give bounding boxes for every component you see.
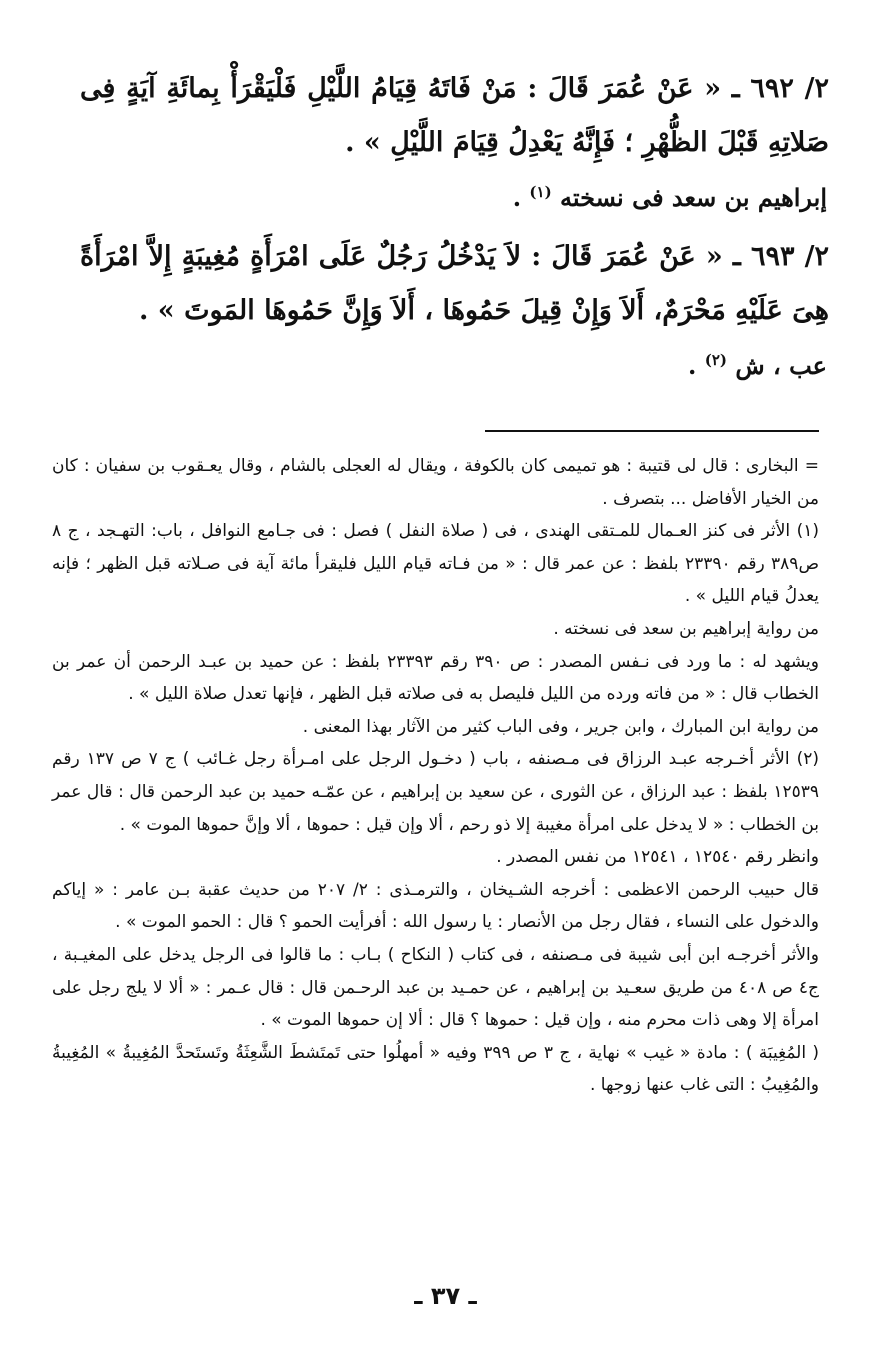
source-line-693 [80, 348, 829, 384]
footnote-2-see-also: وانظر رقم ١٢٥٤٠ ، ١٢٥٤١ من نفس المصدر . [496, 847, 819, 868]
source-line-692 [80, 180, 829, 216]
footnote-1-other-sources: من رواية ابن المبارك ، وابن جرير ، وفى الباب كثير من الآثار بهذا المعنى . [302, 716, 819, 737]
footnote-1-source: من رواية إبراهيم بن سعد فى نسخته . [553, 618, 819, 639]
footnote-1-witness: ويشهد له : ما ورد فى نـفس المصدر : ص ٣٩٠ رقم ٢٣٣٩٣ بلفظ : عن حميد بن عبـد الرحمن أن عمر بن الخطاب قال : « من فاته ورده من الليل فليصل به فى صلاته قبل الظهر ، فإنها تعدل صلاة الليل » . [52, 651, 819, 705]
footnote-1: (١) الأثر فى كنز العـمال للمـتقى الهندى ، فى ( صلاة النفل ) فصل : فى جـامع النوافل ، باب: التهـجد ، ج ٨ ص٣٨٩ رقم ٢٣٣٩٠ بلفظ : عن عمر قال : « من فـاته قيام الليل فليقرأ مائة آية فى صـلاته قبل الظهر ؛ فإنه يعدلُ قيام الليل » . [52, 521, 819, 607]
footnote-2-azami: قال حبيب الرحمن الاعظمى : أخرجه الشـيخان ، والترمـذى : ٢/ ٢٠٧ من حديث عقبة بـن عامر : « إياكم والدخول على النساء ، فقال رجل من الأنصار : يا رسول الله : أفرأيت الحمو ؟ قال : الحمو الموت » . [52, 879, 820, 933]
hadith-692: ٢/ ٦٩٢ ـ « عَنْ عُمَرَ قَالَ : مَنْ فَاتَهُ قِيَامُ اللَّيْلِ فَلْيَقْرَأْ بِمائَةِ آيَةٍ فِى صَلاتِهِ قَبْلَ الظُّهْرِ ؛ فَإِنَّهُ يَعْدِلُ قِيَامَ اللَّيْلِ » . [80, 73, 829, 158]
footnote-2: (٢) الأثر أخـرجه عبـد الرزاق فى مـصنفه ، باب ( دخـول الرجل على امـرأة رجل غـائب ) ج ٧ ص ١٣٧ رقم ١٢٥٣٩ بلفظ : عبد الرزاق ، عن الثورى ، عن سعيد بن إبراهيم ، عن عمّـه حميد بن عبد الرحمن قال : قال عمر بن الخطاب : « لا يدخل على امرأة مغيبة إلا ذو رحم ، ألا وإن قيل : حموها ، ألا وإنَّ حموها الموت » . [52, 749, 819, 835]
footnote-divider [485, 430, 819, 432]
page-number: ـ ٣٧ ـ [414, 1282, 477, 1310]
main-text [80, 62, 829, 398]
hadith-693: ٢/ ٦٩٣ ـ « عَنْ عُمَرَ قَالَ : لاَ يَدْخُلُ رَجُلٌ عَلَى امْرَأَةٍ مُغِيبَةٍ إِلاَّ امْرَأَةً هِىَ عَلَيْهِ مَحْرَمٌ، أَلاَ وَإِنْ قِيلَ حَمُوهَا ، أَلاَ وَإِنَّ حَمُوهَا المَوتَ » . [80, 241, 829, 326]
footnote-ref-1[interactable]: (١) [529, 183, 552, 201]
source-end-693: . [688, 351, 705, 380]
source-end-692: . [512, 183, 530, 212]
footnote-ref-2[interactable]: (٢) [704, 351, 727, 369]
footnote-continuation: = البخارى : قال لى قتيبة : هو تميمى كان بالكوفة ، ويقال له العجلى بالشام ، وقال يعـقوب بن سفيان : كان من الخيار الأفاضل ... بتصرف . [52, 456, 819, 509]
source-text-692: إبراهيم بن سعد فى نسخته [560, 183, 827, 212]
source-text-693: عب ، ش [735, 351, 827, 380]
footnotes [52, 450, 819, 1102]
footnote-2-ibn-abi-shayba: والأثر أخرجـه ابن أبى شيبة فى مـصنفه ، فى كتاب ( النكاح ) بـاب : ما قالوا فى الرجل يدخل على المغيـبة ، ج٤ ص ٤٠٨ من طريق سعـيد بن إبراهيم ، عن حمـيد بن عبد الرحـمن قال : قال عـمر : « ألا لا يلج رجل على امرأة إلا وهى ذات محرم منه ، وإن قيل : حموها ؟ قال : ألا إن حموها الموت » . [52, 944, 819, 1031]
footnote-2-glossary: ( المُغِيبَة ) : مادة « غيب » نهاية ، ج ٣ ص ٣٩٩ وفيه « أمهلُوا حتى تَمتَشطَ الشَّعِثَةُ وتَستَحدَّ المُغِيبةُ » المُغِيبةُ والمُغِيبُ : التى غاب عنها زوجها . [52, 1042, 819, 1096]
